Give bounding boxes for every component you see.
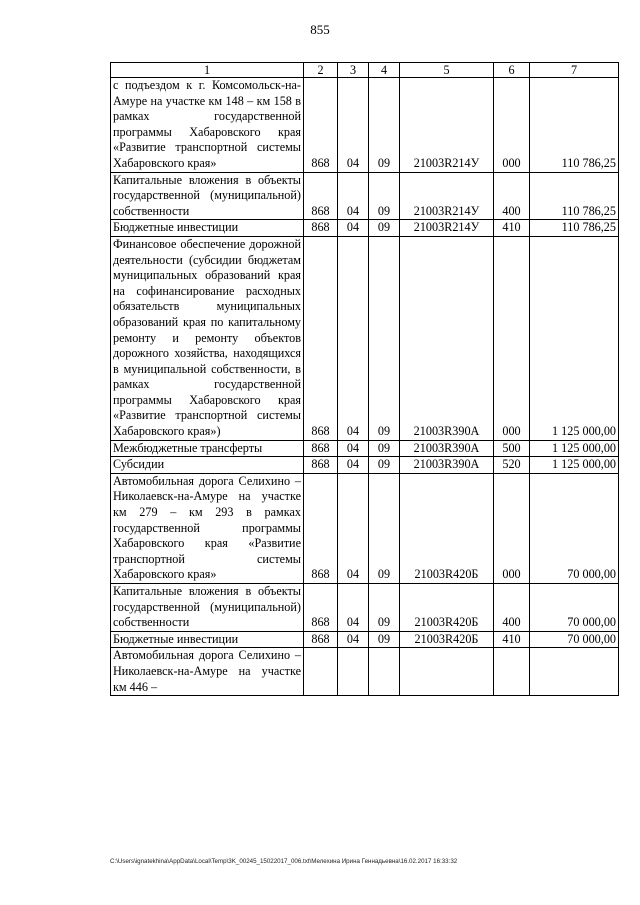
table-row xyxy=(111,172,619,220)
row-subsection: 09 xyxy=(369,220,400,237)
row-target: 21003R390А xyxy=(400,440,494,457)
row-subsection: 09 xyxy=(369,236,400,440)
row-name: Бюджетные инвестиции xyxy=(111,220,304,237)
row-code: 868 xyxy=(304,584,338,632)
row-type: 000 xyxy=(494,473,530,583)
row-subsection: 09 xyxy=(369,172,400,220)
row-section: 04 xyxy=(338,457,369,474)
row-code: 868 xyxy=(304,78,338,173)
row-code: 868 xyxy=(304,457,338,474)
row-type: 500 xyxy=(494,440,530,457)
row-name: Межбюджетные трансферты xyxy=(111,440,304,457)
row-target: 21003R214У xyxy=(400,78,494,173)
row-subsection: 09 xyxy=(369,584,400,632)
row-section xyxy=(338,648,369,696)
row-code xyxy=(304,648,338,696)
row-subsection: 09 xyxy=(369,473,400,583)
table-row xyxy=(111,78,619,173)
row-code: 868 xyxy=(304,631,338,648)
row-amount: 110 786,25 xyxy=(530,220,619,237)
page-number: 855 xyxy=(310,22,330,37)
row-code: 868 xyxy=(304,172,338,220)
row-subsection: 09 xyxy=(369,457,400,474)
row-name: Автомобильная дорога Селихино – Николаевск-на-Амуре на участке км 446 – xyxy=(111,648,304,696)
table-row xyxy=(111,457,619,474)
row-type: 400 xyxy=(494,172,530,220)
row-section: 04 xyxy=(338,631,369,648)
row-target: 21003R214У xyxy=(400,220,494,237)
row-target: 21003R420Б xyxy=(400,584,494,632)
row-subsection: 09 xyxy=(369,440,400,457)
row-target xyxy=(400,648,494,696)
row-subsection: 09 xyxy=(369,78,400,173)
table-row xyxy=(111,236,619,440)
row-name: Финансовое обеспечение дорожной деятельности (субсидии бюджетам муниципальных образований края на софинансирование расходных обязательств муниципальных образований края по капитальному ремонту и ремонту объектов дорожного хозяйства, находящихся в муниципальной собственности, в рамках государственной программы Хабаровского края «Развитие транспортной системы Хабаровского края») xyxy=(111,236,304,440)
row-type: 410 xyxy=(494,631,530,648)
row-amount: 1 125 000,00 xyxy=(530,440,619,457)
header-row xyxy=(111,63,619,78)
row-section: 04 xyxy=(338,473,369,583)
row-type: 400 xyxy=(494,584,530,632)
row-section: 04 xyxy=(338,236,369,440)
row-amount: 110 786,25 xyxy=(530,172,619,220)
row-target: 21003R390А xyxy=(400,236,494,440)
row-name: Капитальные вложения в объекты государственной (муниципальной) собственности xyxy=(111,172,304,220)
column-header: 5 xyxy=(400,63,494,78)
table-row xyxy=(111,584,619,632)
row-type: 000 xyxy=(494,236,530,440)
column-header: 2 xyxy=(304,63,338,78)
table-row xyxy=(111,631,619,648)
row-type: 000 xyxy=(494,78,530,173)
column-header: 7 xyxy=(530,63,619,78)
row-subsection xyxy=(369,648,400,696)
row-section: 04 xyxy=(338,440,369,457)
table-row xyxy=(111,220,619,237)
row-code: 868 xyxy=(304,440,338,457)
row-amount xyxy=(530,648,619,696)
row-section: 04 xyxy=(338,172,369,220)
row-type: 410 xyxy=(494,220,530,237)
row-target: 21003R214У xyxy=(400,172,494,220)
row-type xyxy=(494,648,530,696)
row-amount: 1 125 000,00 xyxy=(530,236,619,440)
column-header: 4 xyxy=(369,63,400,78)
row-code: 868 xyxy=(304,220,338,237)
table-row xyxy=(111,440,619,457)
row-target: 21003R420Б xyxy=(400,473,494,583)
row-amount: 110 786,25 xyxy=(530,78,619,173)
row-section: 04 xyxy=(338,584,369,632)
budget-table xyxy=(110,62,619,696)
column-header: 3 xyxy=(338,63,369,78)
row-type: 520 xyxy=(494,457,530,474)
row-code: 868 xyxy=(304,236,338,440)
row-amount: 70 000,00 xyxy=(530,473,619,583)
table-row xyxy=(111,473,619,583)
table-row xyxy=(111,648,619,696)
row-subsection: 09 xyxy=(369,631,400,648)
row-name: Субсидии xyxy=(111,457,304,474)
row-amount: 1 125 000,00 xyxy=(530,457,619,474)
row-name: с подъездом к г. Комсомольск-на-Амуре на участке км 148 – км 158 в рамках государственной программы Хабаровского края «Развитие транспортной системы Хабаровского края» xyxy=(111,78,304,173)
row-amount: 70 000,00 xyxy=(530,631,619,648)
row-amount: 70 000,00 xyxy=(530,584,619,632)
row-target: 21003R390А xyxy=(400,457,494,474)
row-name: Капитальные вложения в объекты государственной (муниципальной) собственности xyxy=(111,584,304,632)
row-section: 04 xyxy=(338,220,369,237)
row-section: 04 xyxy=(338,78,369,173)
row-code: 868 xyxy=(304,473,338,583)
row-name: Бюджетные инвестиции xyxy=(111,631,304,648)
row-name: Автомобильная дорога Селихино – Николаевск-на-Амуре на участке км 279 – км 293 в рамках государственной программы Хабаровского края «Развитие транспортной системы Хабаровского края» xyxy=(111,473,304,583)
column-header: 6 xyxy=(494,63,530,78)
column-header: 1 xyxy=(111,63,304,78)
footer-file-path: C:\Users\ignatekhina\AppData\Local\Temp\3K_00245_15022017_006.txt\Мелехина Ирина Геннадьевна\16.02.2017 16:33:32 xyxy=(110,858,458,865)
row-target: 21003R420Б xyxy=(400,631,494,648)
